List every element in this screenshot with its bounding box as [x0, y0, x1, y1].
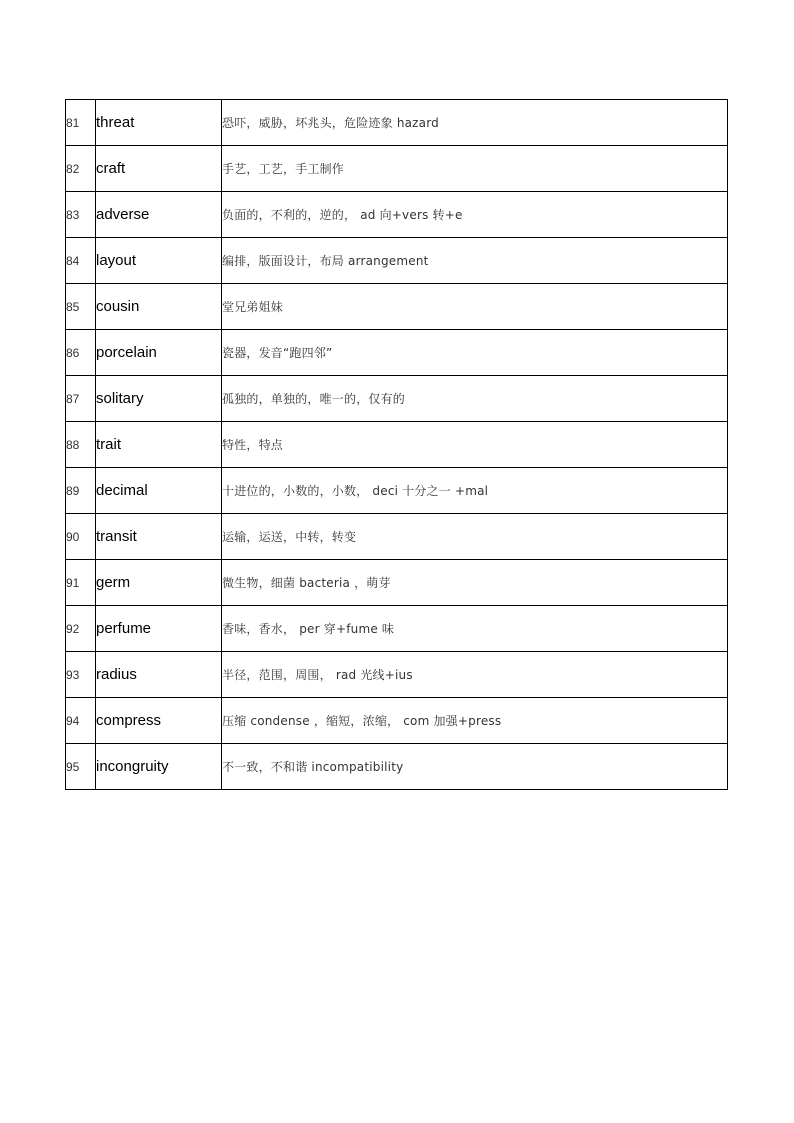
entry-word: decimal — [96, 468, 222, 514]
entry-definition: 瓷器，发音“跑四邻” — [222, 330, 728, 376]
vocabulary-table — [65, 99, 728, 790]
entry-number: 92 — [66, 606, 96, 652]
entry-word: trait — [96, 422, 222, 468]
entry-definition: 特性，特点 — [222, 422, 728, 468]
entry-definition: 微生物，细菌 bacteria ，萌芽 — [222, 560, 728, 606]
entry-number: 85 — [66, 284, 96, 330]
entry-number: 84 — [66, 238, 96, 284]
entry-word: radius — [96, 652, 222, 698]
table-row — [66, 330, 728, 376]
entry-definition: 编排，版面设计，布局 arrangement — [222, 238, 728, 284]
entry-number: 94 — [66, 698, 96, 744]
entry-word: germ — [96, 560, 222, 606]
entry-definition: 孤独的，单独的，唯一的，仅有的 — [222, 376, 728, 422]
entry-number: 87 — [66, 376, 96, 422]
entry-definition: 手艺，工艺，手工制作 — [222, 146, 728, 192]
entry-number: 88 — [66, 422, 96, 468]
table-row — [66, 100, 728, 146]
table-row — [66, 238, 728, 284]
entry-definition: 压缩 condense ，缩短，浓缩， com 加强+press — [222, 698, 728, 744]
entry-number: 93 — [66, 652, 96, 698]
table-row — [66, 284, 728, 330]
entry-word: layout — [96, 238, 222, 284]
table-row — [66, 560, 728, 606]
entry-word: porcelain — [96, 330, 222, 376]
table-row — [66, 376, 728, 422]
entry-definition: 堂兄弟姐妹 — [222, 284, 728, 330]
table-row — [66, 422, 728, 468]
entry-number: 83 — [66, 192, 96, 238]
entry-number: 90 — [66, 514, 96, 560]
entry-word: threat — [96, 100, 222, 146]
entry-word: adverse — [96, 192, 222, 238]
entry-word: cousin — [96, 284, 222, 330]
vocabulary-table-body — [66, 100, 728, 790]
entry-word: craft — [96, 146, 222, 192]
entry-definition: 十进位的，小数的，小数， deci 十分之一 +mal — [222, 468, 728, 514]
entry-number: 91 — [66, 560, 96, 606]
entry-number: 81 — [66, 100, 96, 146]
table-row — [66, 652, 728, 698]
entry-word: solitary — [96, 376, 222, 422]
table-row — [66, 192, 728, 238]
entry-definition: 运输，运送，中转，转变 — [222, 514, 728, 560]
entry-word: incongruity — [96, 744, 222, 790]
table-row — [66, 698, 728, 744]
table-row — [66, 606, 728, 652]
entry-word: perfume — [96, 606, 222, 652]
table-row — [66, 146, 728, 192]
entry-number: 89 — [66, 468, 96, 514]
table-row — [66, 468, 728, 514]
entry-definition: 不一致，不和谐 incompatibility — [222, 744, 728, 790]
table-row — [66, 514, 728, 560]
table-row — [66, 744, 728, 790]
entry-word: transit — [96, 514, 222, 560]
entry-definition: 香味，香水， per 穿+fume 味 — [222, 606, 728, 652]
entry-number: 86 — [66, 330, 96, 376]
entry-number: 95 — [66, 744, 96, 790]
entry-number: 82 — [66, 146, 96, 192]
entry-word: compress — [96, 698, 222, 744]
entry-definition: 恐吓，威胁，坏兆头，危险迹象 hazard — [222, 100, 728, 146]
entry-definition: 负面的，不利的，逆的， ad 向+vers 转+e — [222, 192, 728, 238]
entry-definition: 半径，范围，周围， rad 光线+ius — [222, 652, 728, 698]
